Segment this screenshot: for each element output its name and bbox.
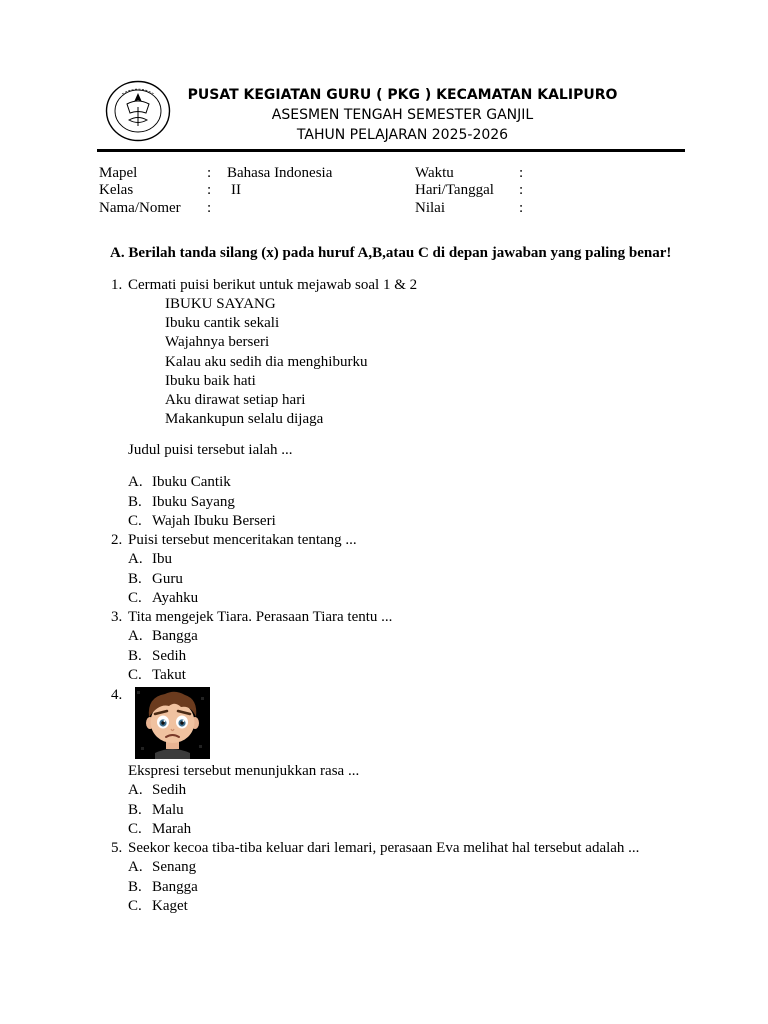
nilai-label: Nilai — [415, 200, 445, 216]
option-text: Ibuku Cantik — [152, 474, 231, 490]
question-text: Puisi tersebut menceritakan tentang ... — [128, 532, 357, 548]
sad-boy-face-image — [135, 687, 210, 759]
info-colon: : — [207, 200, 212, 216]
poem-line: Aku dirawat setiap hari — [165, 392, 306, 408]
option-text: Kaget — [152, 898, 188, 914]
option-letter: B. — [128, 879, 142, 895]
option-letter: A. — [128, 628, 143, 644]
poem-title: IBUKU SAYANG — [165, 296, 276, 312]
hari-tanggal-label: Hari/Tanggal — [415, 182, 494, 198]
option-letter: B. — [128, 802, 142, 818]
option-letter: B. — [128, 648, 142, 664]
question-number: 4. — [111, 687, 123, 703]
poem-line: Makankupun selalu dijaga — [165, 411, 324, 427]
info-colon: : — [207, 182, 212, 198]
info-colon: : — [519, 165, 524, 181]
option-letter: C. — [128, 513, 142, 529]
info-colon: : — [519, 182, 524, 198]
info-colon: : — [519, 200, 524, 216]
info-colon: : — [207, 165, 212, 181]
question-text: Seekor kecoa tiba-tiba keluar dari lemari, perasaan Eva melihat hal tersebut adalah ... — [128, 840, 640, 856]
option-text: Takut — [152, 667, 186, 683]
question-prompt: Ekspresi tersebut menunjukkan rasa ... — [128, 763, 360, 779]
section-instruction: A. Berilah tanda silang (x) pada huruf A,B,atau C di depan jawaban yang paling benar! — [110, 245, 672, 261]
header-divider — [97, 149, 685, 152]
option-text: Ibuku Sayang — [152, 494, 235, 510]
waktu-label: Waktu — [415, 165, 454, 181]
option-letter: C. — [128, 898, 142, 914]
option-text: Wajah Ibuku Berseri — [152, 513, 276, 529]
question-number: 2. — [111, 532, 123, 548]
mapel-label: Mapel — [99, 165, 138, 181]
option-letter: C. — [128, 821, 142, 837]
option-letter: A. — [128, 474, 143, 490]
option-text: Sedih — [152, 782, 187, 798]
poem-line: Ibuku baik hati — [165, 373, 256, 389]
question-text: Cermati puisi berikut untuk mejawab soal 1 & 2 — [128, 277, 418, 293]
option-text: Senang — [152, 859, 197, 875]
question-prompt: Judul puisi tersebut ialah ... — [128, 442, 293, 458]
option-letter: A. — [128, 782, 143, 798]
option-letter: A. — [128, 551, 143, 567]
kelas-label: Kelas — [99, 182, 134, 198]
option-text: Ayahku — [152, 590, 199, 606]
option-letter: A. — [128, 859, 143, 875]
option-letter: B. — [128, 571, 142, 587]
poem-line: Wajahnya berseri — [165, 334, 270, 350]
institution-title: PUSAT KEGIATAN GURU ( PKG ) KECAMATAN KALIPURO — [187, 87, 618, 103]
option-letter: C. — [128, 667, 142, 683]
option-text: Malu — [152, 802, 184, 818]
option-text: Bangga — [152, 628, 198, 644]
option-letter: B. — [128, 494, 142, 510]
mapel-value: Bahasa Indonesia — [227, 165, 333, 181]
nama-nomer-label: Nama/Nomer — [99, 200, 181, 216]
question-number: 3. — [111, 609, 123, 625]
kelas-value: II — [231, 182, 241, 198]
exam-title: ASESMEN TENGAH SEMESTER GANJIL — [271, 107, 534, 123]
question-number: 1. — [111, 277, 123, 293]
option-text: Ibu — [152, 551, 172, 567]
option-letter: C. — [128, 590, 142, 606]
poem-line: Kalau aku sedih dia menghiburku — [165, 354, 368, 370]
option-text: Sedih — [152, 648, 187, 664]
option-text: Marah — [152, 821, 192, 837]
option-text: Bangga — [152, 879, 198, 895]
academic-year: TAHUN PELAJARAN 2025-2026 — [296, 127, 509, 143]
poem-line: Ibuku cantik sekali — [165, 315, 280, 331]
option-text: Guru — [152, 571, 183, 587]
question-number: 5. — [111, 840, 123, 856]
question-text: Tita mengejek Tiara. Perasaan Tiara tentu ... — [128, 609, 393, 625]
